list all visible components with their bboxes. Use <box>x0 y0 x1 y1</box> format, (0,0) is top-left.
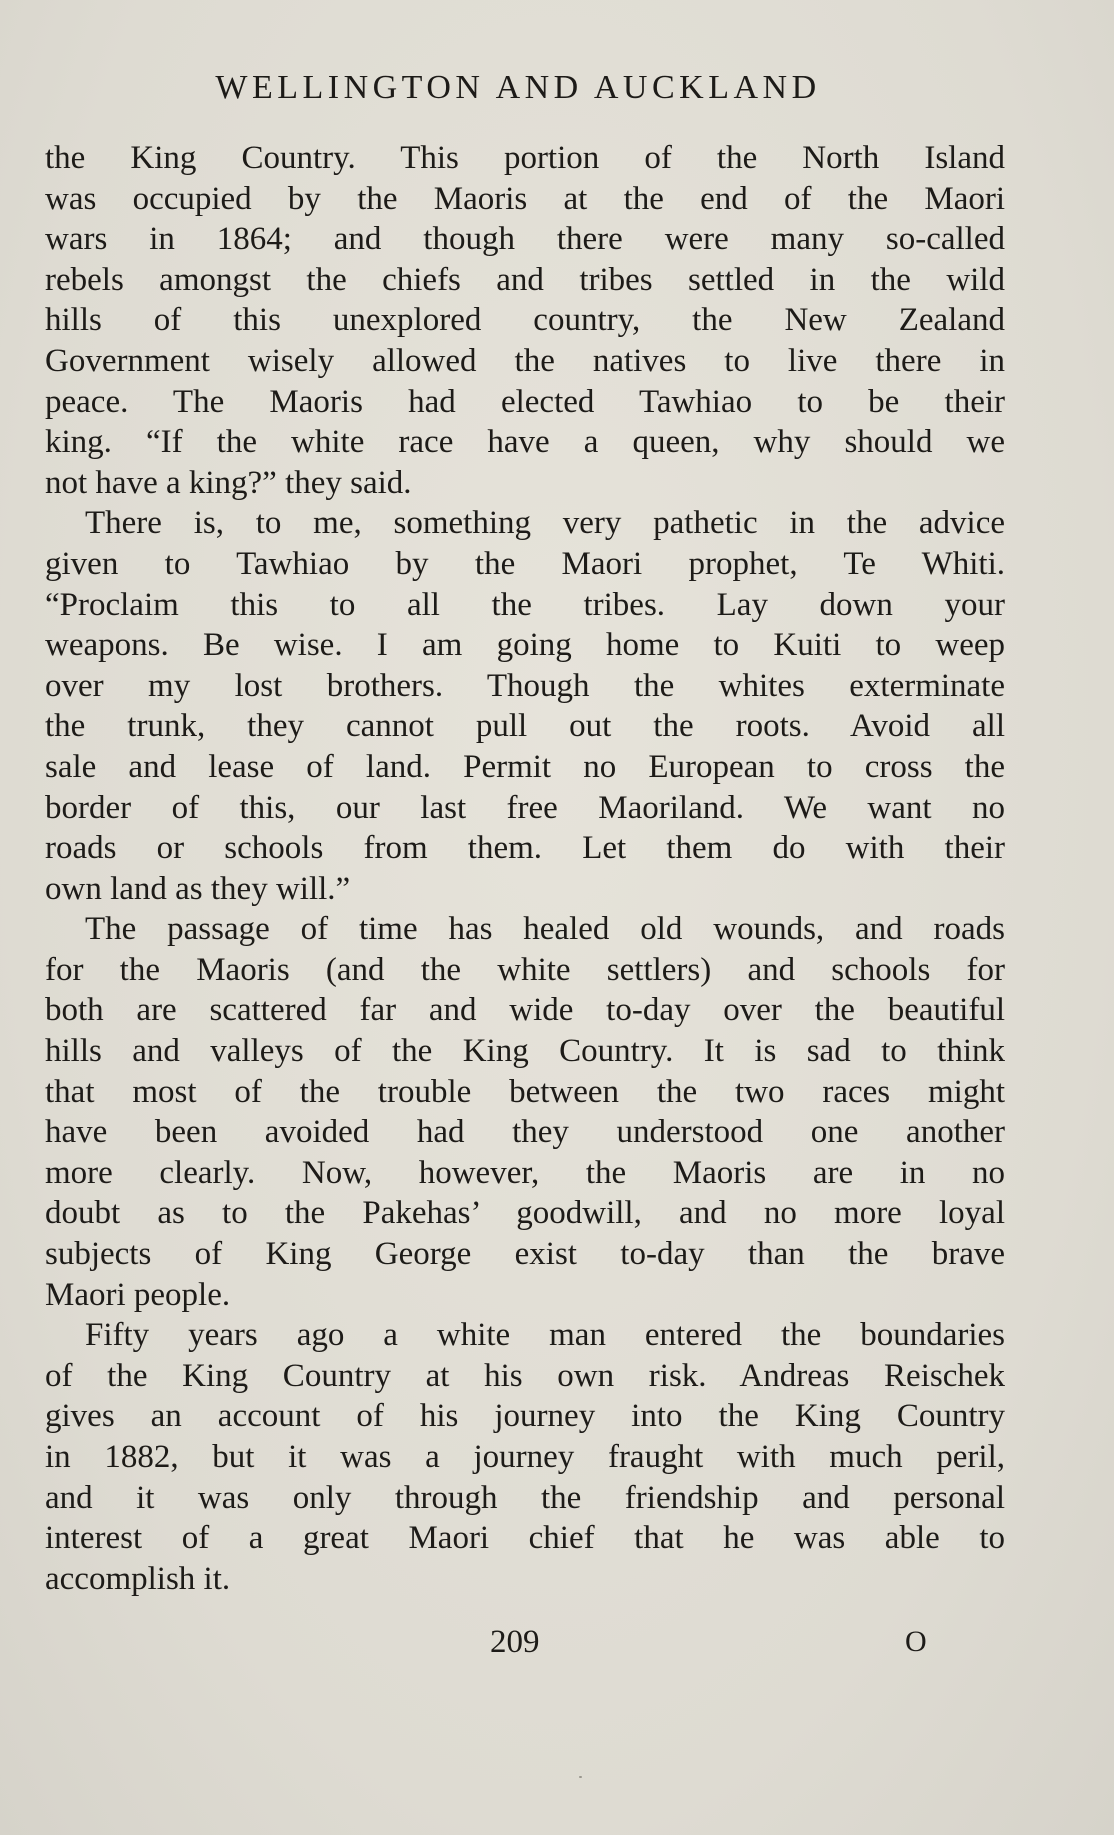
text-line: both are scattered far and wide to-day over the beautiful <box>45 992 1005 1029</box>
text-line: in 1882, but it was a journey fraught with much peril, <box>45 1439 1005 1475</box>
text-line: not have a king?” they said. <box>45 464 412 501</box>
text-line: “Proclaim this to all the tribes. Lay down your <box>45 586 1005 623</box>
text-line: hills of this unexplored country, the New Zealand <box>45 302 1005 339</box>
text-line: and it was only through the friendship and personal <box>45 1479 1005 1516</box>
paragraph <box>45 1315 1005 1599</box>
paper-speck <box>579 1776 582 1778</box>
running-head: WELLINGTON AND AUCKLAND <box>215 69 821 106</box>
paragraph <box>45 909 1005 1315</box>
text-line: accomplish it. <box>45 1560 231 1597</box>
text-line: peace. The Maoris had elected Tawhiao to be their <box>45 383 1005 420</box>
text-line: weapons. Be wise. I am going home to Kuiti to weep <box>45 627 1005 664</box>
text-line: hills and valleys of the King Country. It is sad to think <box>45 1033 1005 1070</box>
text-line: the King Country. This portion of the North Island <box>45 140 1005 176</box>
text-line: subjects of King George exist to-day than the brave <box>45 1236 1005 1273</box>
text-line: Fifty years ago a white man entered the boundaries <box>85 1317 1005 1354</box>
text-line: the trunk, they cannot pull out the roots. Avoid all <box>45 708 1005 745</box>
text-line: doubt as to the Pakehas’ goodwill, and no more loyal <box>45 1195 1005 1232</box>
text-line: over my lost brothers. Though the whites exterminate <box>45 667 1005 704</box>
paragraph <box>45 138 1005 503</box>
paragraph <box>45 503 1005 909</box>
text-line: wars in 1864; and though there were many so-called <box>45 221 1005 258</box>
text-line: more clearly. Now, however, the Maoris are in no <box>45 1154 1005 1191</box>
text-line: king. “If the white race have a queen, why should we <box>45 424 1005 461</box>
text-line: The passage of time has healed old wounds, and roads <box>85 911 1005 948</box>
text-line: own land as they will.” <box>45 870 351 907</box>
text-line: rebels amongst the chiefs and tribes settled in the wild <box>45 261 1005 298</box>
text-line: that most of the trouble between the two races might <box>45 1073 1005 1110</box>
text-line: There is, to me, something very pathetic in the advice <box>85 505 1005 542</box>
text-line: gives an account of his journey into the King Country <box>45 1398 1005 1435</box>
text-line: border of this, our last free Maoriland. We want no <box>45 789 1005 826</box>
text-line: was occupied by the Maoris at the end of the Maori <box>45 180 1005 217</box>
body-text <box>45 138 1005 1599</box>
text-line: for the Maoris (and the white settlers) and schools for <box>45 951 1005 988</box>
text-line: sale and lease of land. Permit no European to cross the <box>45 748 1005 785</box>
text-line: of the King Country at his own risk. Andreas Reischek <box>45 1357 1005 1394</box>
text-line: given to Tawhiao by the Maori prophet, Te Whiti. <box>45 545 1005 582</box>
text-line: roads or schools from them. Let them do with their <box>45 830 1005 867</box>
text-line: Maori people. <box>45 1276 231 1313</box>
page-number: 209 <box>490 1624 540 1660</box>
text-line: have been avoided had they understood one another <box>45 1114 1005 1151</box>
text-line: Government wisely allowed the natives to live there in <box>45 342 1005 379</box>
text-line: interest of a great Maori chief that he was able to <box>45 1520 1005 1557</box>
signature-mark: O <box>905 1625 927 1658</box>
